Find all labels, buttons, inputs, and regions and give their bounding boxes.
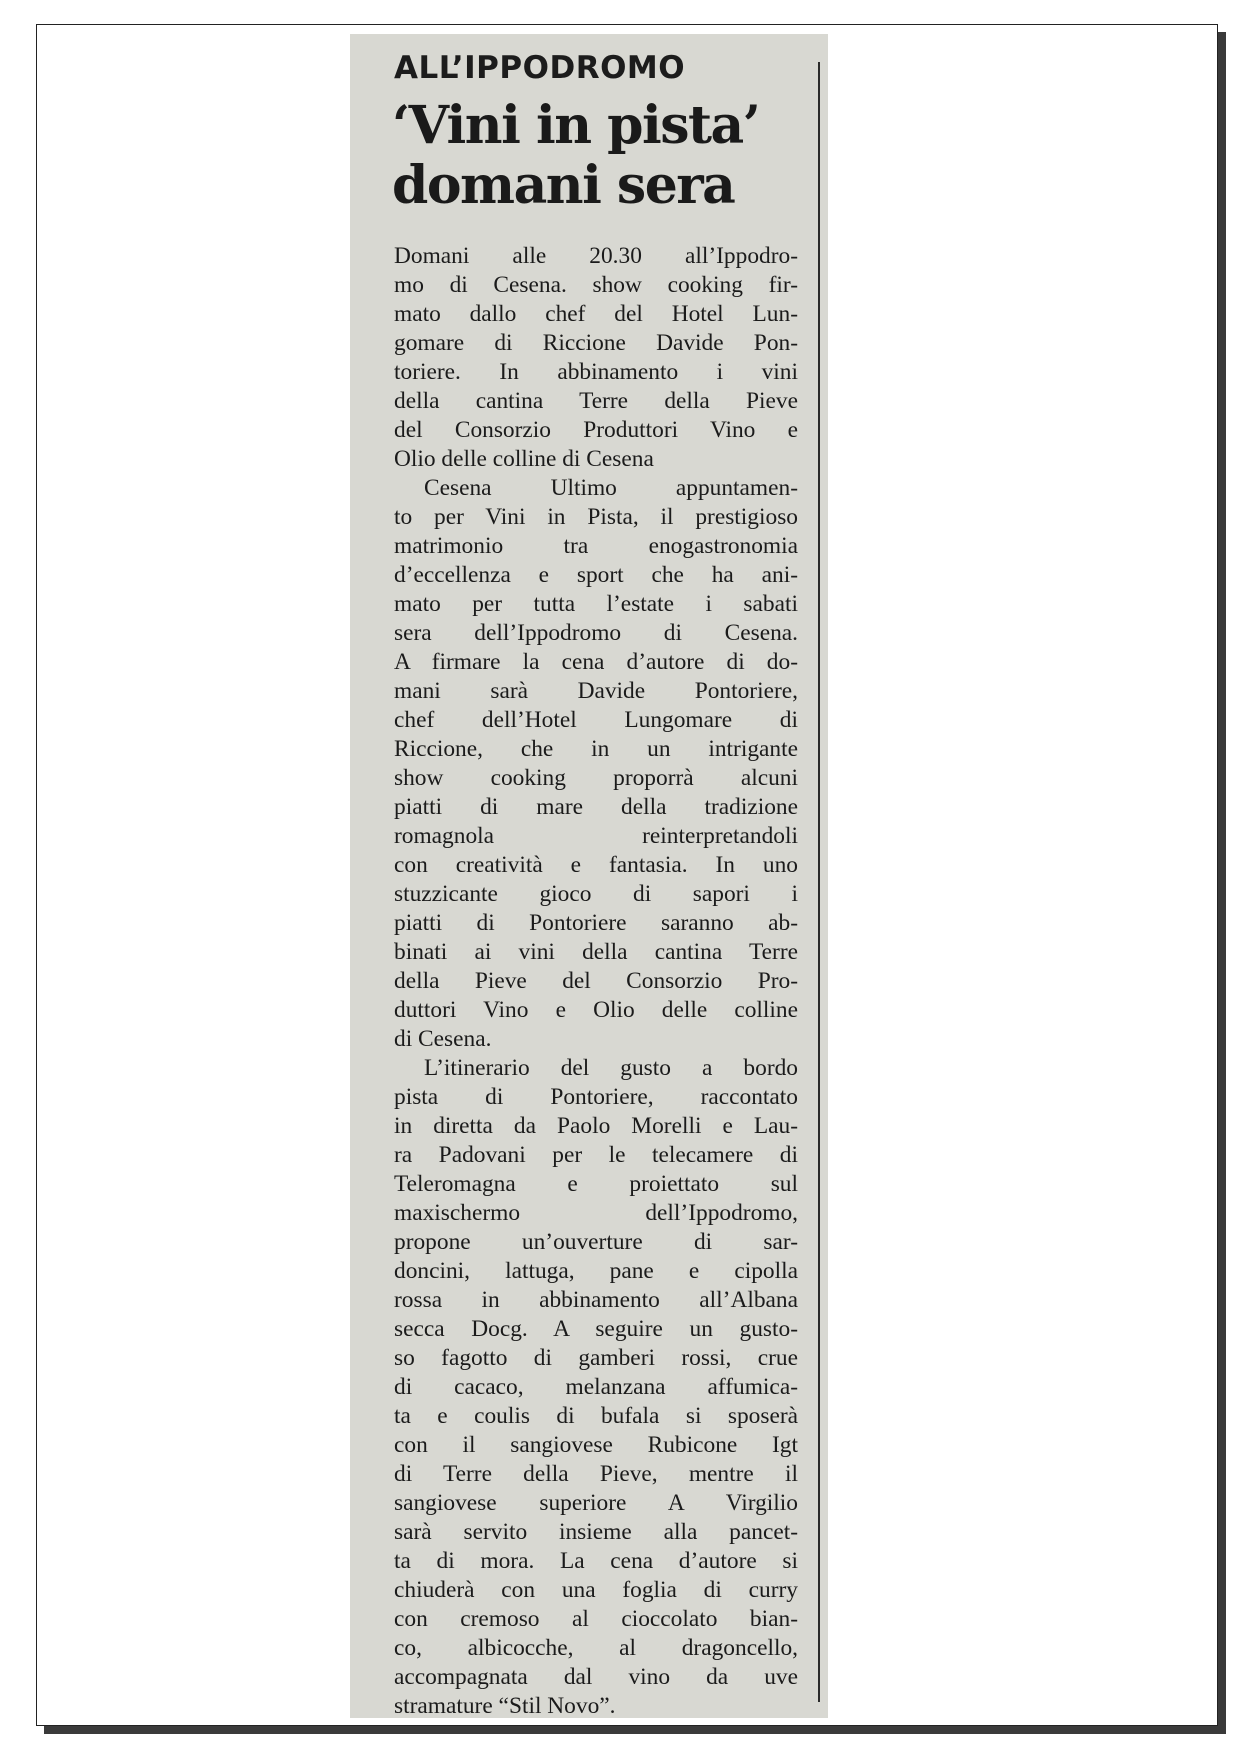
body-line: stuzzicante gioco di sapori i (394, 881, 798, 907)
body-line: sarà servito insieme alla pancet- (394, 1519, 798, 1545)
body-line: di Terre della Pieve, mentre il (394, 1461, 798, 1487)
body-line: di cacaco, melanzana affumica- (394, 1374, 798, 1400)
newspaper-clipping (350, 34, 828, 1718)
body-line: secca Docg. A seguire un gusto- (394, 1316, 798, 1342)
lead-line: mato dallo chef del Hotel Lun- (394, 301, 798, 327)
body-line: Cesena Ultimo appuntamen- (424, 475, 798, 501)
body-line: so fagotto di gamberi rossi, crue (394, 1345, 798, 1371)
body-line: co, albicocche, al dragoncello, (394, 1635, 798, 1661)
body-line: mani sarà Davide Pontoriere, (394, 678, 798, 704)
lead-line: della cantina Terre della Pieve (394, 388, 798, 414)
body-line: romagnola reinterpretandoli (394, 823, 798, 849)
body-line: con creatività e fantasia. In uno (394, 852, 798, 878)
body-line: Teleromagna e proiettato sul (394, 1171, 798, 1197)
body-line: rossa in abbinamento all’Albana (394, 1287, 798, 1313)
body-line: pista di Pontoriere, raccontato (394, 1084, 798, 1110)
article-kicker: ALL’IPPODROMO (394, 50, 686, 86)
body-line: sera dell’Ippodromo di Cesena. (394, 620, 798, 646)
body-line: ra Padovani per le telecamere di (394, 1142, 798, 1168)
body-line: di Cesena. (394, 1026, 492, 1052)
headline-line: ‘Vini in pista’ (392, 95, 760, 156)
body-line: ta di mora. La cena d’autore si (394, 1548, 798, 1574)
body-line: chiuderà con una foglia di curry (394, 1577, 798, 1603)
body-line: della Pieve del Consorzio Pro- (394, 968, 798, 994)
lead-line: gomare di Riccione Davide Pon- (394, 330, 798, 356)
body-line: doncini, lattuga, pane e cipolla (394, 1258, 798, 1284)
body-line: to per Vini in Pista, il prestigioso (394, 504, 798, 530)
column-rule (818, 62, 820, 1702)
body-line: A firmare la cena d’autore di do- (394, 649, 798, 675)
headline-line: domani sera (392, 155, 735, 216)
body-line: mato per tutta l’estate i sabati (394, 591, 798, 617)
body-line: binati ai vini della cantina Terre (394, 939, 798, 965)
body-line: sangiovese superiore A Virgilio (394, 1490, 798, 1516)
body-line: d’eccellenza e sport che ha ani- (394, 562, 798, 588)
body-line: L’itinerario del gusto a bordo (424, 1055, 798, 1081)
lead-line: Domani alle 20.30 all’Ippodro- (394, 243, 798, 269)
body-line: Riccione, che in un intrigante (394, 736, 798, 762)
body-line: chef dell’Hotel Lungomare di (394, 707, 798, 733)
lead-line: toriere. In abbinamento i vini (394, 359, 798, 385)
body-line: stramature “Stil Novo”. (394, 1693, 616, 1718)
body-line: duttori Vino e Olio delle colline (394, 997, 798, 1023)
body-line: in diretta da Paolo Morelli e Lau- (394, 1113, 798, 1139)
body-line: piatti di Pontoriere saranno ab- (394, 910, 798, 936)
body-line: matrimonio tra enogastronomia (394, 533, 798, 559)
body-line: con il sangiovese Rubicone Igt (394, 1432, 798, 1458)
body-line: con cremoso al cioccolato bian- (394, 1606, 798, 1632)
body-line: ta e coulis di bufala si sposerà (394, 1403, 798, 1429)
article-headline (392, 96, 816, 216)
lead-line: Olio delle colline di Cesena (394, 446, 654, 472)
lead-line: mo di Cesena. show cooking fir- (394, 272, 798, 298)
body-line: show cooking proporrà alcuni (394, 765, 798, 791)
body-line: piatti di mare della tradizione (394, 794, 798, 820)
article-body (394, 242, 798, 1718)
body-line: maxischermo dell’Ippodromo, (394, 1200, 798, 1226)
body-line: propone un’ouverture di sar- (394, 1229, 798, 1255)
body-line: accompagnata dal vino da uve (394, 1664, 798, 1690)
lead-line: del Consorzio Produttori Vino e (394, 417, 798, 443)
